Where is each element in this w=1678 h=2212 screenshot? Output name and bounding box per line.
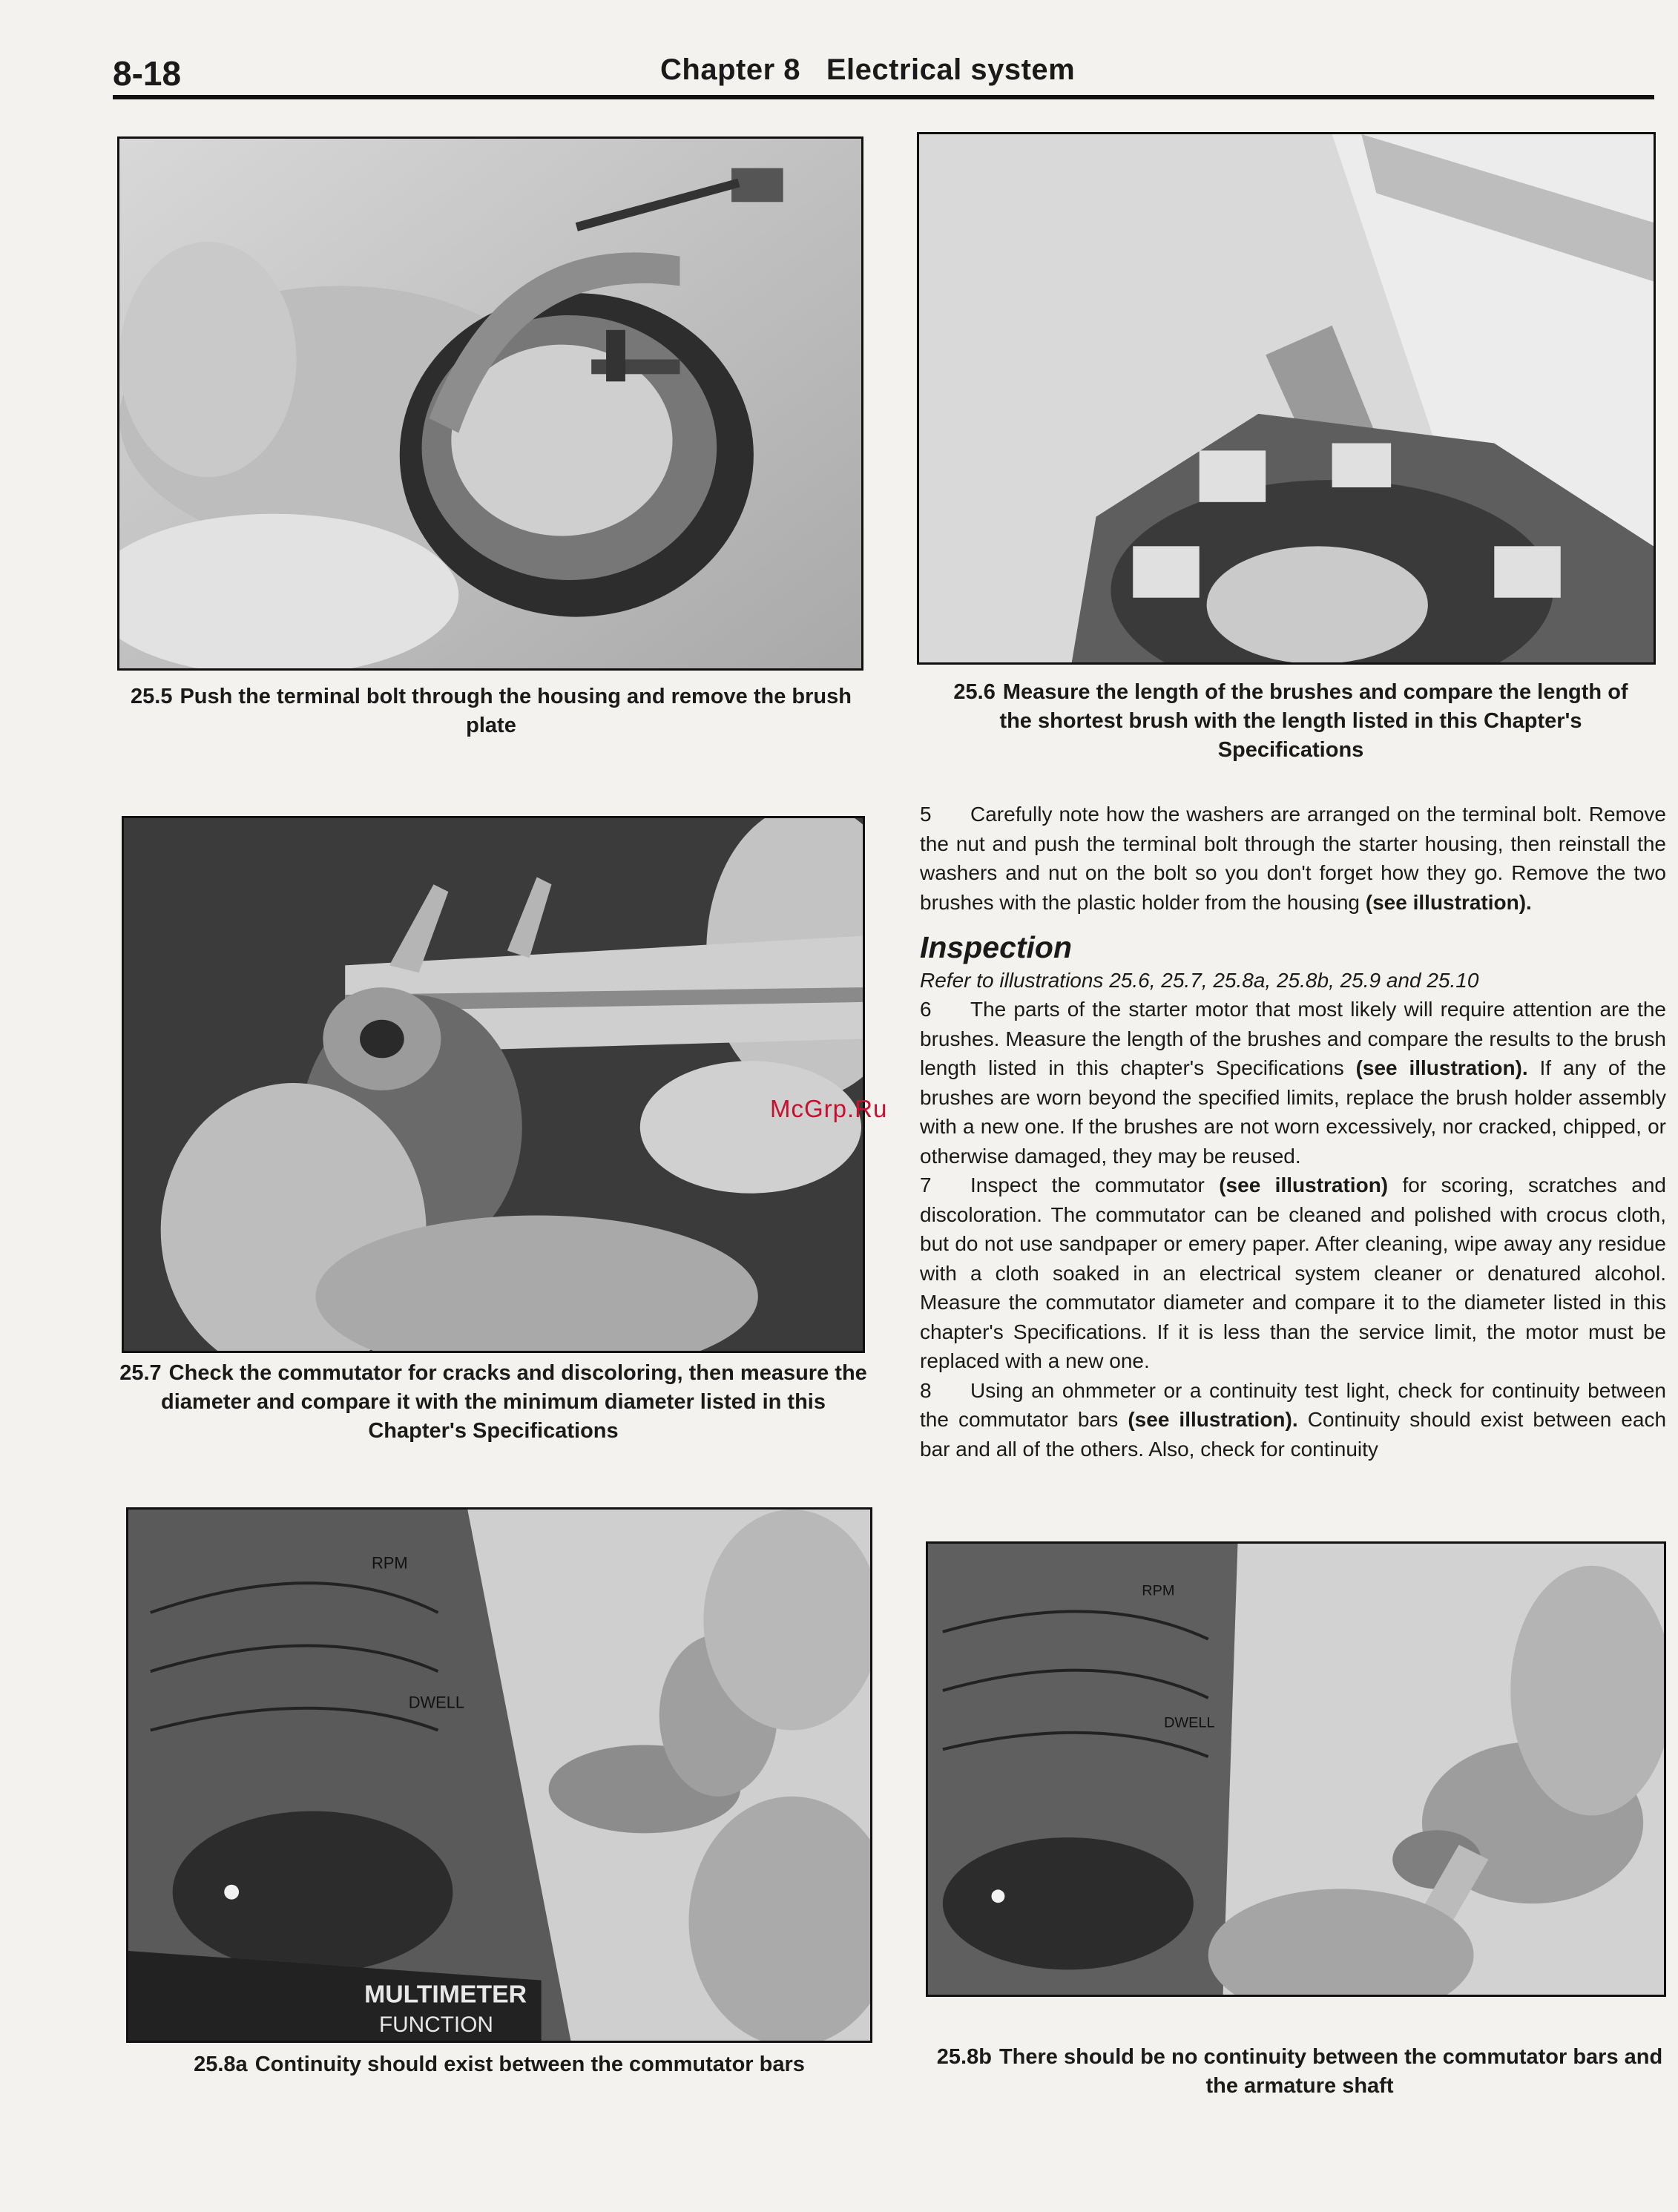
paragraph-text: Continuity should exist between each bar and all of the others. Also, check for continuity <box>920 1408 1667 1461</box>
paragraph-text: Inspect the commutator <box>970 1174 1205 1196</box>
see-illustration-ref: (see illustration). <box>1128 1408 1298 1431</box>
photo-25-6 <box>917 132 1656 665</box>
dwell-label: DWELL <box>408 1693 465 1712</box>
caption-25-5 <box>119 682 863 740</box>
figure-number: 25.7 <box>119 1361 162 1385</box>
photo-25-5 <box>117 136 863 671</box>
see-illustration-ref: (see illustration) <box>1219 1174 1389 1196</box>
figure-number: 25.6 <box>953 680 996 704</box>
multimeter-label: MULTIMETER <box>364 1980 527 2009</box>
paragraph-8 <box>920 1376 1666 1464</box>
paragraph-text: Using an ohmmeter or a continuity test light, check for continuity between the commutator bars <box>920 1378 1666 1431</box>
paragraph-text: The parts of the starter motor that most likely will require attention are the brushes. Measure the length of the brushes and compare the results to the brush length listed in this chapter's Specifications <box>920 998 1666 1079</box>
paragraph-number: 6 <box>920 998 932 1021</box>
function-label: FUNCTION <box>378 2012 493 2038</box>
figure-caption-text: There should be no continuity between the commutator bars and the armature shaft <box>998 2045 1663 2099</box>
figure-caption-text: Measure the length of the brushes and compare the length of the shortest brush with the length listed in this Chapter's Specifications <box>999 680 1628 763</box>
see-illustration-ref: (see illustration). <box>1355 1056 1528 1079</box>
paragraph-number: 5 <box>920 803 932 826</box>
body-text <box>920 800 1666 1464</box>
chapter-title: Chapter 8 Electrical system <box>660 53 1076 86</box>
photo-25-8a <box>126 1507 872 2043</box>
paragraph-7 <box>920 1171 1666 1376</box>
figure-number: 25.8a <box>194 2053 248 2076</box>
figure-caption-text: Push the terminal bolt through the housing and remove the brush plate <box>180 685 852 738</box>
photo-25-8b <box>926 1541 1666 1997</box>
figure-number: 25.5 <box>131 685 173 708</box>
caption-25-7 <box>119 1359 868 1446</box>
paragraph-number: 7 <box>920 1174 932 1196</box>
photo-25-7 <box>122 816 865 1353</box>
rpm-label: RPM <box>1142 1582 1175 1599</box>
figure-caption-text: Check the commutator for cracks and discoloring, then measure the diameter and compare it with the minimum diameter listed in this Chapter's Specifications <box>161 1361 867 1444</box>
paragraph-5 <box>920 800 1666 917</box>
see-illustration-ref: (see illustration). <box>1365 890 1532 914</box>
paragraph-number: 8 <box>920 1378 932 1402</box>
caption-25-8b <box>936 2043 1663 2101</box>
section-heading-inspection: Inspection <box>920 930 1073 964</box>
caption-25-8a <box>126 2050 872 2079</box>
figure-number: 25.8b <box>936 2045 992 2069</box>
dwell-label: DWELL <box>1164 1714 1215 1731</box>
refer-to-illustrations: Refer to illustrations 25.6, 25.7, 25.8a, 25.8b, 25.9 and 25.10 <box>920 968 1479 992</box>
paragraph-6 <box>920 995 1666 1171</box>
paragraph-text: Carefully note how the washers are arranged on the terminal bolt. Remove the nut and push the terminal bolt through the starter housing, then reinstall the washers and nut on the bolt so you don't forget how they go. Remove the two brushes with the plastic holder from the housing <box>920 803 1666 914</box>
paragraph-text: for scoring, scratches and discoloration. The commutator can be cleaned and polished with crocus cloth, but do not use sandpaper or emery paper. After cleaning, wipe away any residue with a cloth soaked in an electrical system cleaner or denatured alcohol. Measure the commutator diameter and compare it to the diameter listed in this chapter's Specifications. If it is less than the service limit, the motor must be replaced with a new one. <box>920 1174 1666 1372</box>
figure-caption-text: Continuity should exist between the commutator bars <box>254 2053 805 2076</box>
paragraph-text: If any of the brushes are worn beyond the specified limits, replace the brush holder assembly with a new one. If the brushes are not worn excessively, nor cracked, chipped, or otherwise damaged, they may be reused. <box>920 1056 1667 1168</box>
watermark: McGrp.Ru <box>770 1095 888 1122</box>
caption-25-6 <box>950 678 1632 765</box>
header-rule <box>113 95 1654 99</box>
rpm-label: RPM <box>372 1553 408 1573</box>
page-number: 8-18 <box>113 54 182 93</box>
